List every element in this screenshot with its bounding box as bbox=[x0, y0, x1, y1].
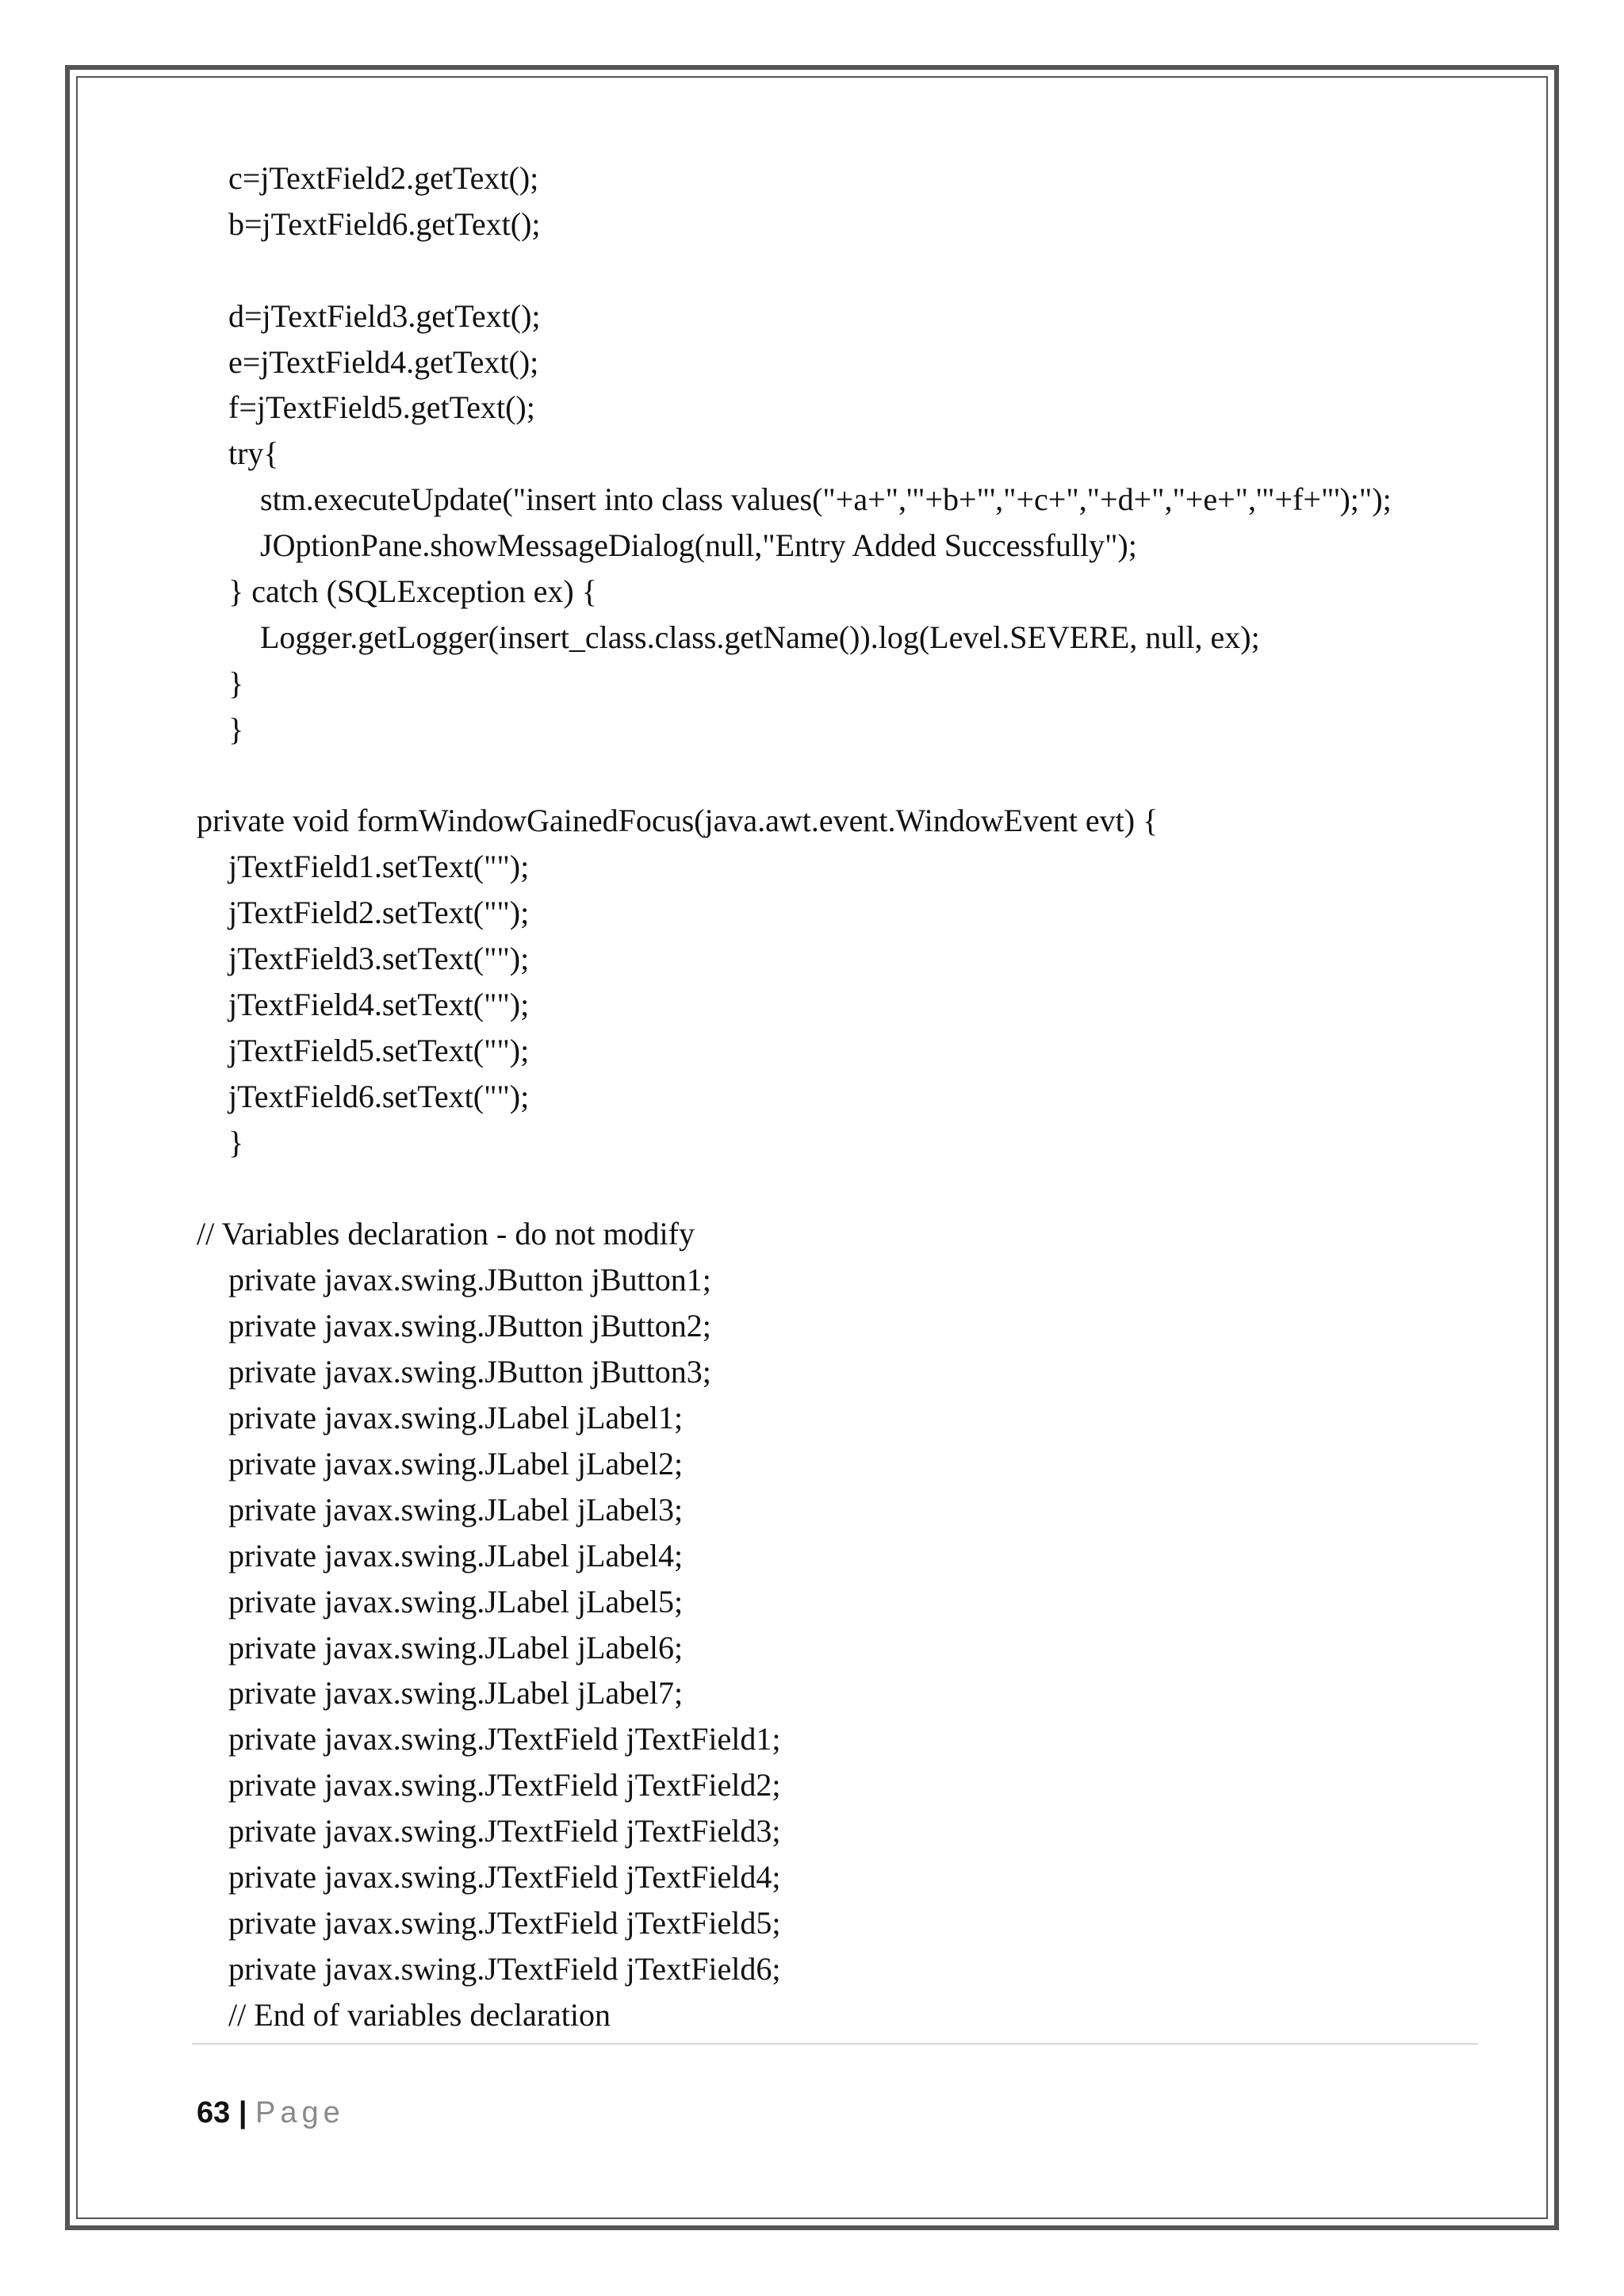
code-line: private javax.swing.JLabel jLabel4; bbox=[197, 1537, 684, 1573]
code-line: jTextField6.setText(""); bbox=[197, 1078, 530, 1114]
code-line: c=jTextField2.getText(); bbox=[197, 160, 539, 196]
code-line: } bbox=[197, 1124, 244, 1160]
code-line: stm.executeUpdate("insert into class values("+a+",'"+b+"',"+c+","+d+","+e+",'"+f+"');"); bbox=[197, 481, 1392, 518]
page-number: 63 bbox=[197, 2096, 231, 2129]
code-line: // Variables declaration - do not modify bbox=[197, 1216, 695, 1252]
code-listing bbox=[197, 155, 1497, 2038]
code-line: private javax.swing.JTextField jTextField3; bbox=[197, 1813, 781, 1849]
code-line: private javax.swing.JButton jButton1; bbox=[197, 1262, 711, 1298]
code-line: f=jTextField5.getText(); bbox=[197, 389, 535, 426]
code-line: private javax.swing.JLabel jLabel3; bbox=[197, 1491, 684, 1527]
code-line: private void formWindowGainedFocus(java.awt.event.WindowEvent evt) { bbox=[197, 803, 1159, 839]
code-line: private javax.swing.JTextField jTextField5; bbox=[197, 1904, 781, 1941]
code-line: jTextField3.setText(""); bbox=[197, 941, 530, 977]
code-line: private javax.swing.JTextField jTextField6; bbox=[197, 1950, 781, 1987]
code-line: private javax.swing.JTextField jTextField2; bbox=[197, 1767, 781, 1803]
code-line: private javax.swing.JTextField jTextField1; bbox=[197, 1721, 781, 1757]
code-line: private javax.swing.JLabel jLabel5; bbox=[197, 1583, 684, 1619]
code-line bbox=[197, 247, 1497, 293]
page-label: Page bbox=[255, 2096, 345, 2129]
code-line: private javax.swing.JTextField jTextField4; bbox=[197, 1858, 781, 1895]
code-line: } bbox=[197, 665, 244, 701]
code-line: private javax.swing.JLabel jLabel7; bbox=[197, 1675, 684, 1711]
code-line: jTextField1.setText(""); bbox=[197, 849, 530, 885]
code-line: private javax.swing.JLabel jLabel6; bbox=[197, 1629, 684, 1665]
code-line: JOptionPane.showMessageDialog(null,"Entry Added Successfully"); bbox=[197, 527, 1137, 564]
code-line: } bbox=[197, 711, 244, 747]
code-line bbox=[197, 753, 1497, 799]
code-line: d=jTextField3.getText(); bbox=[197, 297, 541, 334]
page-separator: | bbox=[230, 2096, 256, 2129]
code-line bbox=[197, 1166, 1497, 1212]
code-line: private javax.swing.JButton jButton2; bbox=[197, 1308, 711, 1344]
code-line: jTextField5.setText(""); bbox=[197, 1032, 530, 1068]
page-footer bbox=[197, 2095, 345, 2130]
code-line: private javax.swing.JLabel jLabel1; bbox=[197, 1400, 684, 1436]
code-line: // End of variables declaration bbox=[197, 1996, 611, 2033]
code-line: private javax.swing.JButton jButton3; bbox=[197, 1354, 711, 1390]
code-line: e=jTextField4.getText(); bbox=[197, 343, 539, 380]
code-line: jTextField4.setText(""); bbox=[197, 987, 530, 1023]
code-line: Logger.getLogger(insert_class.class.getName()).log(Level.SEVERE, null, ex); bbox=[197, 619, 1260, 655]
code-line: private javax.swing.JLabel jLabel2; bbox=[197, 1445, 684, 1481]
code-line: b=jTextField6.getText(); bbox=[197, 205, 541, 242]
code-line: try{ bbox=[197, 435, 279, 472]
code-line: jTextField2.setText(""); bbox=[197, 895, 530, 931]
footer-divider bbox=[192, 2043, 1478, 2045]
code-line: } catch (SQLException ex) { bbox=[197, 573, 597, 610]
